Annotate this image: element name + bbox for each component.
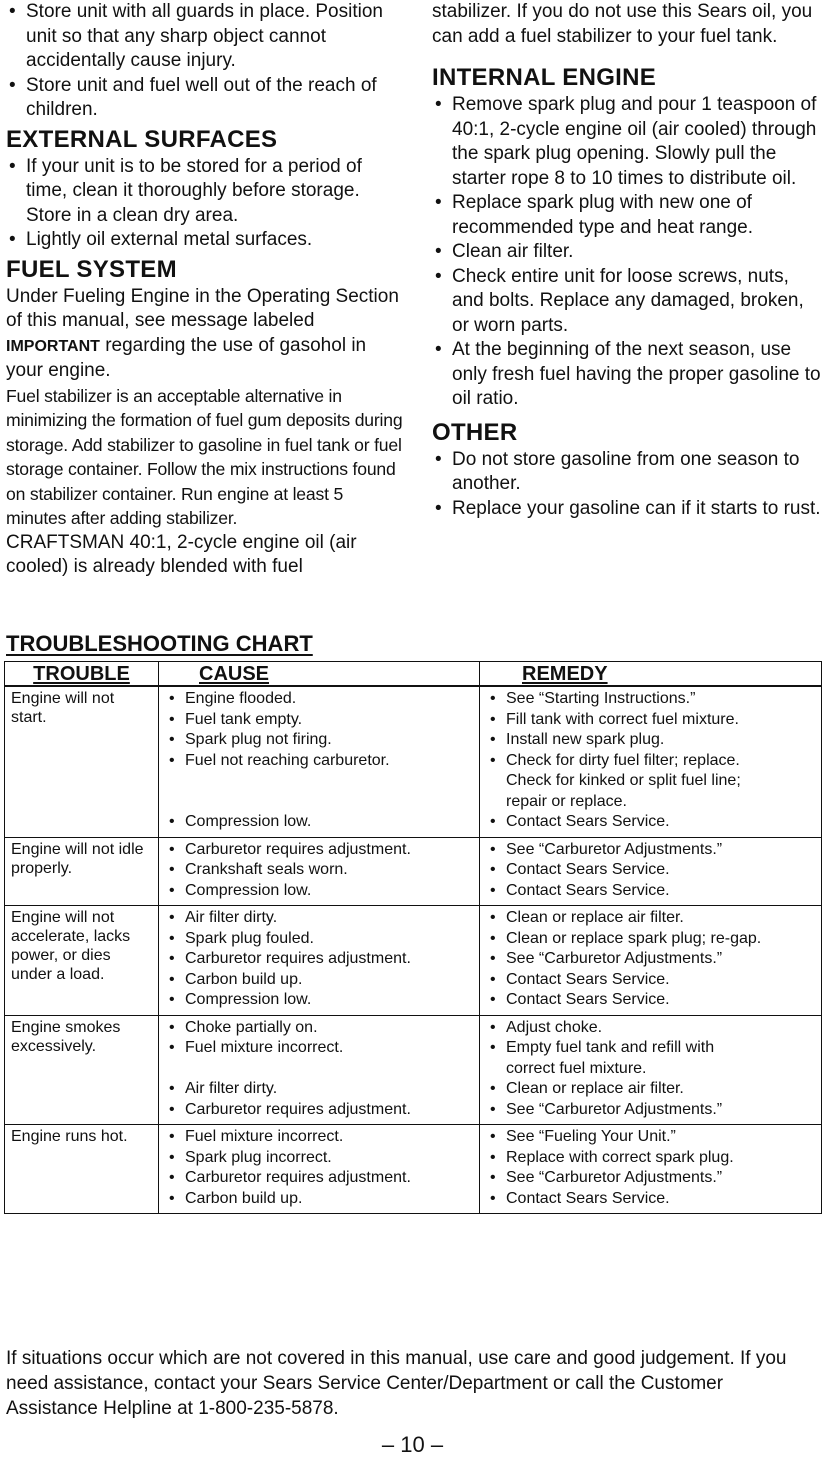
cause-line: • Air filter dirty.: [165, 908, 479, 929]
trouble-cell: Engine runs hot.: [5, 1125, 159, 1214]
troubleshooting-chart-title: TROUBLESHOOTING CHART: [6, 631, 313, 656]
internal-engine-list: [432, 93, 825, 412]
remedy-line: • Replace with correct spark plug.: [486, 1148, 821, 1169]
list-item: • Replace your gasoline can if it starts to rust.: [432, 497, 825, 522]
remedy-line: • Check for dirty fuel filter; replace.: [486, 751, 821, 772]
cause-line: • Choke partially on.: [165, 1018, 479, 1039]
fuel-para-text: regarding the use of gasohol in your engine.: [6, 334, 367, 381]
remedy-line: repair or replace.: [506, 792, 627, 810]
trouble-column-header: TROUBLE: [5, 662, 159, 687]
remedy-line: • Contact Sears Service.: [486, 812, 821, 833]
page-number: – 10 –: [381, 1432, 444, 1457]
remedy-cell: [480, 686, 822, 837]
trouble-cell: Engine will not start.: [5, 686, 159, 837]
cause-line: • Carburetor requires adjustment.: [165, 1168, 479, 1189]
cause-column-header: CAUSE: [159, 662, 480, 687]
remedy-line: Check for kinked or split fuel line;: [506, 772, 741, 789]
continued-paragraph: stabilizer. If you do not use this Sears oil, you can add a fuel stabilizer to your fuel tank.: [432, 1, 813, 47]
cause-line: • Carburetor requires adjustment.: [165, 1100, 479, 1121]
remedy-cell: [480, 837, 822, 906]
fuel-stabilizer-paragraph: Fuel stabilizer is an acceptable alternative in minimizing the formation of fuel gum deposits during storage. Add stabilizer to gasoline in fuel tank or fuel storage container. Follow the mix instructions found on stabilizer container. Run engine at least 5 minutes after adding stabilizer.: [6, 385, 403, 528]
cause-line: • Carburetor requires adjustment.: [165, 840, 479, 861]
remedy-line: • Clean or replace spark plug; re-gap.: [486, 929, 821, 950]
list-item: • Clean air filter.: [432, 240, 825, 265]
cause-line: • Spark plug fouled.: [165, 929, 479, 950]
cause-line: • Crankshaft seals worn.: [165, 860, 479, 881]
other-list: [432, 448, 825, 522]
fuel-para-text: Under Fueling Engine in the Operating Section of this manual, see message labeled: [6, 285, 399, 331]
fuel-system-paragraph: [6, 285, 404, 384]
external-surfaces-list: [6, 155, 404, 253]
cause-line: • Carburetor requires adjustment.: [165, 949, 479, 970]
remedy-column-header: REMEDY: [480, 662, 822, 687]
troubleshooting-table-body: [5, 686, 822, 1214]
cause-line: [165, 1059, 479, 1080]
remedy-line: • Contact Sears Service.: [486, 860, 821, 881]
remedy-cell: [480, 1015, 822, 1125]
right-column: [432, 0, 825, 521]
cause-line: • Fuel mixture incorrect.: [165, 1038, 479, 1059]
list-item: • Lightly oil external metal surfaces.: [6, 228, 404, 253]
other-heading: OTHER: [432, 418, 518, 446]
cause-line: [165, 792, 479, 813]
remedy-line: • See “Fueling Your Unit.”: [486, 1127, 821, 1148]
remedy-line: • Clean or replace air filter.: [486, 908, 821, 929]
external-surfaces-heading: EXTERNAL SURFACES: [6, 125, 278, 153]
cause-line: • Air filter dirty.: [165, 1079, 479, 1100]
maintenance-text-area: [0, 0, 825, 615]
remedy-cell: [480, 1125, 822, 1214]
table-row: [5, 906, 822, 1016]
cause-cell: [159, 1125, 480, 1214]
trouble-cell: Engine smokes excessively.: [5, 1015, 159, 1125]
trouble-cell: Engine will not idle properly.: [5, 837, 159, 906]
list-item: • Store unit and fuel well out of the reach of children.: [6, 74, 404, 123]
remedy-line: • Contact Sears Service.: [486, 990, 821, 1011]
remedy-line: • Contact Sears Service.: [486, 970, 821, 991]
list-item: • If your unit is to be stored for a period of time, clean it thoroughly before storage. Store in a clean dry area.: [6, 155, 404, 229]
table-row: [5, 686, 822, 837]
remedy-line: • Contact Sears Service.: [486, 1189, 821, 1210]
remedy-cell: [480, 906, 822, 1016]
remedy-line: • Empty fuel tank and refill with: [486, 1038, 821, 1059]
remedy-line: correct fuel mixture.: [506, 1059, 647, 1077]
craftsman-oil-paragraph: CRAFTSMAN 40:1, 2-cycle engine oil (air cooled) is already blended with fuel: [6, 531, 357, 577]
fuel-system-heading: FUEL SYSTEM: [6, 255, 177, 283]
assistance-note: If situations occur which are not covered in this manual, use care and good judgement. If you need assistance, contact your Sears Service Center/Department or call the Customer Assistance Helpline at 1-800-235-5878.: [6, 1348, 787, 1419]
important-label: IMPORTANT: [6, 337, 100, 355]
cause-line: • Compression low.: [165, 812, 479, 833]
remedy-line: • See “Starting Instructions.”: [486, 689, 821, 710]
remedy-line: • See “Carburetor Adjustments.”: [486, 840, 821, 861]
cause-line: • Engine flooded.: [165, 689, 479, 710]
internal-engine-heading: INTERNAL ENGINE: [432, 64, 657, 91]
cause-line: • Compression low.: [165, 990, 479, 1011]
storage-list: [6, 0, 404, 123]
remedy-line: • See “Carburetor Adjustments.”: [486, 1168, 821, 1189]
remedy-line: • See “Carburetor Adjustments.”: [486, 1100, 821, 1121]
list-item: • Do not store gasoline from one season to another.: [432, 448, 825, 497]
cause-cell: [159, 1015, 480, 1125]
trouble-cell: Engine will not accelerate, lacks power, or dies under a load.: [5, 906, 159, 1016]
remedy-line: • Clean or replace air filter.: [486, 1079, 821, 1100]
list-item: • Remove spark plug and pour 1 teaspoon of 40:1, 2-cycle engine oil (air cooled) through the spark plug opening. Slowly pull the starter rope 8 to 10 times to distribute oil.: [432, 93, 825, 191]
cause-line: • Carbon build up.: [165, 970, 479, 991]
cause-line: • Carbon build up.: [165, 1189, 479, 1210]
list-item: • Replace spark plug with new one of recommended type and heat range.: [432, 191, 825, 240]
list-item: • At the beginning of the next season, use only fresh fuel having the proper gasoline to oil ratio.: [432, 338, 825, 412]
remedy-line: • Install new spark plug.: [486, 730, 821, 751]
list-item: • Store unit with all guards in place. Position unit so that any sharp object cannot accidentally cause injury.: [6, 0, 404, 74]
cause-line: [165, 771, 479, 792]
left-column: [6, 0, 404, 580]
table-header-row: [5, 662, 822, 687]
remedy-line: • Adjust choke.: [486, 1018, 821, 1039]
cause-line: • Fuel tank empty.: [165, 710, 479, 731]
table-row: [5, 1125, 822, 1214]
list-item: • Check entire unit for loose screws, nuts, and bolts. Replace any damaged, broken, or worn parts.: [432, 265, 825, 339]
remedy-line: • See “Carburetor Adjustments.”: [486, 949, 821, 970]
remedy-line: • Fill tank with correct fuel mixture.: [486, 710, 821, 731]
cause-line: • Compression low.: [165, 881, 479, 902]
cause-line: • Spark plug incorrect.: [165, 1148, 479, 1169]
remedy-line: • Contact Sears Service.: [486, 881, 821, 902]
cause-line: • Fuel mixture incorrect.: [165, 1127, 479, 1148]
cause-cell: [159, 906, 480, 1016]
table-row: [5, 837, 822, 906]
cause-cell: [159, 837, 480, 906]
troubleshooting-table: [4, 661, 822, 1214]
table-row: [5, 1015, 822, 1125]
cause-cell: [159, 686, 480, 837]
cause-line: • Fuel not reaching carburetor.: [165, 751, 479, 772]
cause-line: • Spark plug not firing.: [165, 730, 479, 751]
